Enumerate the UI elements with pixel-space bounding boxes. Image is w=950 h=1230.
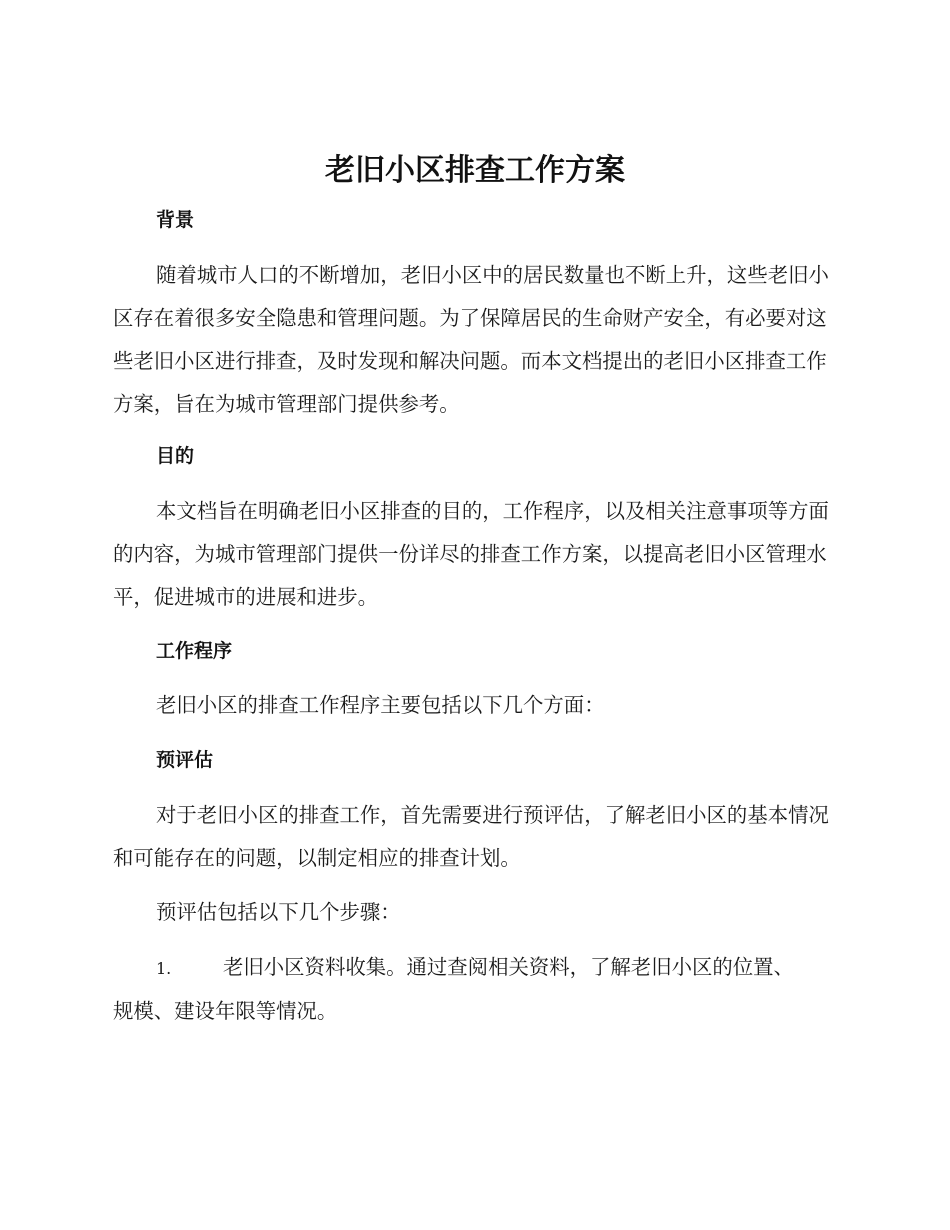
list-item-text-line-2: 规模、建设年限等情况。 — [113, 999, 338, 1023]
list-item-text-line-1: 老旧小区资料收集。通过查阅相关资料，了解老旧小区的位置、 — [223, 955, 794, 979]
heading-background: 背景 — [156, 209, 195, 231]
heading-procedure: 工作程序 — [156, 640, 233, 662]
paragraph-background: 随着城市人口的不断增加，老旧小区中的居民数量也不断上升，这些老旧小区存在着很多安全隐患和管理问题。为了保障居民的生命财产安全，有必要对这些老旧小区进行排查，及时发现和解决问题。而本文档提出的老旧小区排查工作方案，旨在为城市管理部门提供参考。 — [113, 263, 829, 416]
heading-purpose: 目的 — [156, 445, 195, 467]
document-title: 老旧小区排查工作方案 — [325, 153, 625, 188]
heading-pre-assessment: 预评估 — [156, 749, 214, 771]
list-item-number: 1. — [156, 959, 172, 978]
paragraph-pre-assessment-intro: 对于老旧小区的排查工作，首先需要进行预评估，了解老旧小区的基本情况和可能存在的问题，以制定相应的排查计划。 — [113, 803, 829, 870]
list-item-step-1 — [113, 946, 833, 1033]
paragraph-procedure: 老旧小区的排查工作程序主要包括以下几个方面： — [156, 693, 605, 717]
paragraph-purpose: 本文档旨在明确老旧小区排查的目的，工作程序，以及相关注意事项等方面的内容，为城市管理部门提供一份详尽的排查工作方案，以提高老旧小区管理水平，促进城市的进展和进步。 — [113, 499, 829, 609]
paragraph-pre-assessment-steps: 预评估包括以下几个步骤： — [156, 900, 401, 924]
